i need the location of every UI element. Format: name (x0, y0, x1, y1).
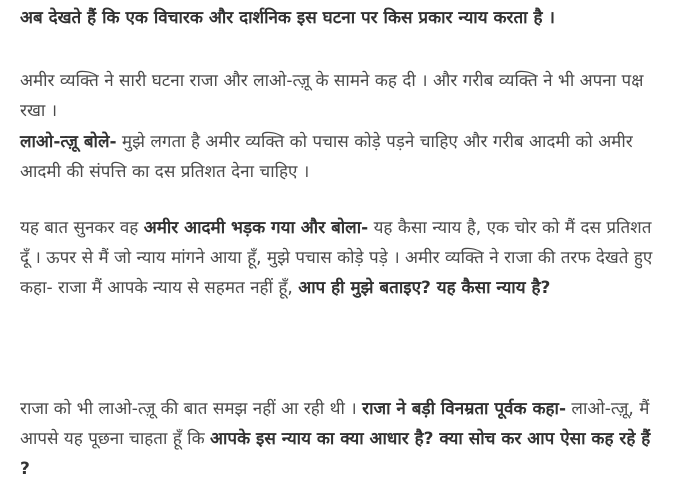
paragraph-events (20, 66, 660, 126)
king-speaker-label: राजा ने बड़ी विनम्रता पूर्वक कहा- (362, 399, 567, 419)
events-text: अमीर व्यक्ति ने सारी घटना राजा और लाओ-त्ज़ू के सामने कह दी । और गरीब व्यक्ति ने भी अपना पक्ष रखा । (20, 71, 644, 121)
reaction-text-middle: यह कैसा न्याय है, एक चोर को मैं दस प्रतिशत दूँ । ऊपर से मैं जो न्याय मांगने आया हूँ, मुझे पचास कोड़े पड़े । अमीर व्यक्ति ने राजा की तरफ देखते हुए कहा- राजा मैं आपके न्याय से सहमत नहीं हूँ, (20, 218, 653, 298)
paragraph-rich-man-reaction (20, 213, 660, 303)
reaction-text-start: यह बात सुनकर वह (20, 218, 144, 238)
paragraph-laotzu-verdict (20, 127, 660, 187)
laotzu-speaker-label: लाओ-त्ज़ू बोले- (20, 132, 117, 152)
intro-bold-text: अब देखते हैं कि एक विचारक और दार्शनिक इस घटना पर किस प्रकार न्याय करता है । (20, 8, 555, 28)
king-question: आपके इस न्याय का क्या आधार है? क्या सोच कर आप ऐसा कह रहे हैं ? (20, 429, 651, 479)
king-text-middle: लाओ-त्ज़ू, मैं आपसे यह पूछना चाहता हूँ कि (20, 399, 650, 449)
paragraph-king-question (20, 394, 660, 484)
king-text-start: राजा को भी लाओ-त्ज़ू की बात समझ नहीं आ रही थी । (20, 399, 363, 419)
verdict-text: मुझे लगता है अमीर व्यक्ति को पचास कोड़े पड़ने चाहिए और गरीब आदमी को अमीर आदमी की संपत्ति का दस प्रतिशत देना चाहिए । (20, 132, 633, 182)
rich-man-angry-label: अमीर आदमी भड़क गया और बोला- (143, 218, 369, 238)
rich-man-question: आप ही मुझे बताइए? यह कैसा न्याय है? (298, 278, 551, 298)
paragraph-intro (20, 3, 660, 33)
